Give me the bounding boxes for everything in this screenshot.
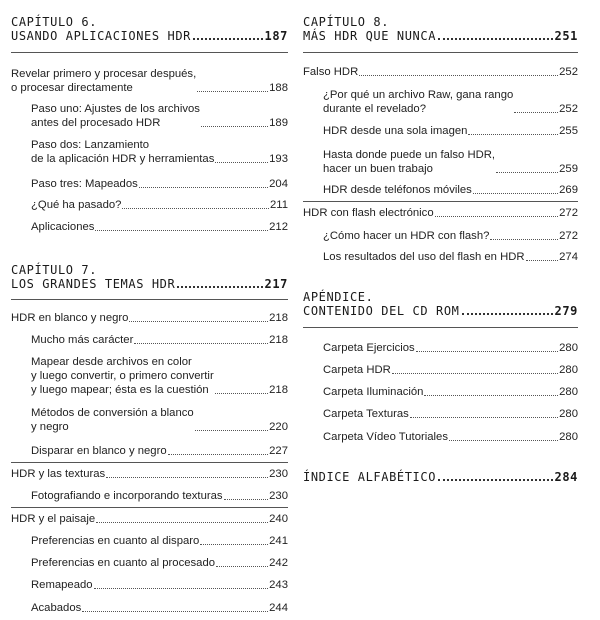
toc-entry [11, 67, 288, 95]
chapter-label: CAPÍTULO 8. [303, 15, 390, 29]
entry-title: Falso HDR [303, 66, 359, 78]
entry-title: Paso dos: Lanzamiento de la aplicación HDR y herramientas [31, 139, 215, 165]
leader-dots [216, 566, 268, 567]
entry-title: HDR y las texturas [11, 468, 106, 480]
entry-page: 252 [559, 66, 578, 78]
entry-title: ¿Por qué un archivo Raw, gana rango durante el revelado? [323, 89, 514, 115]
entry-page: 242 [269, 557, 288, 569]
entry-title: Los resultados del uso del flash en HDR [323, 251, 525, 263]
entry-page: 189 [269, 117, 288, 129]
appendix-heading [303, 290, 578, 318]
chapter-separator [11, 299, 288, 300]
leader-dots [195, 430, 268, 431]
leader-dots [82, 611, 268, 612]
entry-title: Fotografiando e incorporando texturas [31, 490, 223, 502]
toc-entry [323, 250, 578, 264]
leader-dots [424, 395, 558, 396]
toc-entry [31, 534, 288, 548]
entry-page: 204 [269, 178, 288, 190]
toc-entry [323, 124, 578, 138]
section-separator [11, 507, 288, 508]
chapter-title: USANDO APLICACIONES HDR [11, 29, 191, 43]
entry-page: 252 [559, 103, 578, 115]
entry-page: 220 [269, 421, 288, 433]
chapter-7-heading [11, 263, 288, 291]
entry-title: Preferencias en cuanto al procesado [31, 557, 216, 569]
chapter-page: 279 [554, 304, 578, 318]
leader-dots [462, 313, 553, 315]
entry-title: HDR y el paisaje [11, 513, 96, 525]
toc-entry [323, 430, 578, 444]
toc-entry [31, 601, 288, 615]
entry-page: 193 [269, 153, 288, 165]
toc-entry [31, 489, 288, 503]
entry-title: Disparar en blanco y negro [31, 445, 167, 457]
chapter-separator [303, 327, 578, 328]
entry-page: 230 [269, 468, 288, 480]
toc-entry [31, 102, 288, 130]
entry-title: HDR con flash electrónico [303, 207, 434, 219]
leader-dots [96, 522, 268, 523]
toc-entry [31, 198, 288, 212]
leader-dots [215, 162, 268, 163]
chapter-6-heading [11, 15, 288, 43]
leader-dots [359, 75, 558, 76]
entry-title: ¿Qué ha pasado? [31, 199, 122, 211]
leader-dots [392, 373, 558, 374]
leader-dots [134, 343, 268, 344]
entry-title: Mapear desde archivos en color y luego convertir, o primero convertir y luego mapear; ésta es la cuestión [31, 356, 214, 396]
entry-title: Carpeta Vídeo Tutoriales [323, 431, 448, 443]
entry-page: 218 [269, 334, 288, 346]
entry-page: 227 [269, 445, 288, 457]
entry-page: 188 [269, 82, 288, 94]
chapter-title: LOS GRANDES TEMAS HDR [11, 277, 176, 291]
entry-title: Métodos de conversión a blanco y negro [31, 407, 194, 433]
leader-dots [200, 544, 268, 545]
leader-dots [490, 239, 558, 240]
toc-entry [303, 206, 578, 220]
chapter-label: APÉNDICE. [303, 290, 374, 304]
toc-entry [31, 138, 288, 166]
chapter-page: 217 [264, 277, 288, 291]
entry-page: 274 [559, 251, 578, 263]
chapter-label: CAPÍTULO 7. [11, 263, 98, 277]
entry-page: 280 [559, 431, 578, 443]
toc-entry [303, 65, 578, 79]
leader-dots [438, 38, 552, 40]
toc-entry [323, 407, 578, 421]
chapter-separator [303, 52, 578, 53]
entry-title: Paso tres: Mapeados [31, 178, 138, 190]
toc-entry [31, 220, 288, 234]
chapter-separator [11, 52, 288, 53]
toc-entry [31, 578, 288, 592]
toc-entry [323, 183, 578, 197]
entry-page: 280 [559, 408, 578, 420]
chapter-label: CAPÍTULO 6. [11, 15, 98, 29]
leader-dots [438, 479, 552, 481]
chapter-8-heading [303, 15, 578, 43]
toc-entry [31, 355, 288, 397]
chapter-page: 187 [264, 29, 288, 43]
leader-dots [215, 393, 268, 394]
section-separator [11, 462, 288, 463]
entry-page: 240 [269, 513, 288, 525]
leader-dots [410, 417, 558, 418]
toc-entry [31, 406, 288, 434]
toc-entry [31, 177, 288, 191]
entry-title: Paso uno: Ajustes de los archivos antes del procesado HDR [31, 103, 200, 129]
entry-page: 244 [269, 602, 288, 614]
entry-title: Acabados [31, 602, 82, 614]
section-separator [303, 201, 578, 202]
chapter-title: CONTENIDO DEL CD ROM [303, 304, 460, 318]
entry-title: Revelar primero y procesar después, o procesar directamente [11, 68, 197, 94]
entry-page: 280 [559, 342, 578, 354]
entry-page: 243 [269, 579, 288, 591]
toc-entry [323, 341, 578, 355]
entry-page: 272 [559, 207, 578, 219]
toc-entry [31, 556, 288, 570]
toc-entry [11, 512, 288, 526]
toc-entry [11, 311, 288, 325]
entry-page: 212 [269, 221, 288, 233]
leader-dots [122, 208, 269, 209]
leader-dots [177, 286, 262, 288]
chapter-title: ÍNDICE ALFABÉTICO [303, 470, 437, 484]
entry-title: Preferencias en cuanto al disparo [31, 535, 200, 547]
leader-dots [106, 477, 268, 478]
entry-title: Aplicaciones [31, 221, 95, 233]
leader-dots [168, 454, 269, 455]
entry-title: Carpeta Texturas [323, 408, 409, 420]
leader-dots [201, 126, 268, 127]
leader-dots [514, 112, 558, 113]
leader-dots [526, 260, 559, 261]
leader-dots [139, 187, 268, 188]
entry-page: 211 [269, 199, 288, 211]
toc-entry [11, 467, 288, 481]
entry-page: 269 [559, 184, 578, 196]
entry-page: 241 [269, 535, 288, 547]
entry-page: 218 [269, 312, 288, 324]
chapter-page: 251 [554, 29, 578, 43]
entry-title: HDR desde una sola imagen [323, 125, 468, 137]
toc-entry [323, 363, 578, 377]
entry-title: Carpeta Ejercicios [323, 342, 415, 354]
entry-title: HDR en blanco y negro [11, 312, 129, 324]
leader-dots [449, 440, 558, 441]
toc-entry [31, 333, 288, 347]
entry-title: Remapeado [31, 579, 93, 591]
leader-dots [129, 321, 268, 322]
entry-title: Hasta donde puede un falso HDR, hacer un buen trabajo [323, 149, 496, 175]
entry-title: HDR desde teléfonos móviles [323, 184, 472, 196]
entry-title: Carpeta HDR [323, 364, 391, 376]
leader-dots [435, 216, 559, 217]
chapter-page: 284 [554, 470, 578, 484]
toc-entry [323, 229, 578, 243]
entry-title: Carpeta Iluminación [323, 386, 424, 398]
leader-dots [416, 351, 558, 352]
chapter-title: MÁS HDR QUE NUNCA [303, 29, 437, 43]
leader-dots [95, 230, 268, 231]
leader-dots [94, 588, 269, 589]
leader-dots [496, 172, 558, 173]
entry-title: Mucho más carácter [31, 334, 134, 346]
entry-page: 230 [269, 490, 288, 502]
leader-dots [193, 38, 263, 40]
toc-entry [323, 88, 578, 116]
entry-page: 280 [559, 364, 578, 376]
entry-page: 255 [559, 125, 578, 137]
entry-page: 218 [269, 384, 288, 396]
leader-dots [468, 134, 558, 135]
entry-page: 272 [559, 230, 578, 242]
entry-page: 280 [559, 386, 578, 398]
toc-entry [323, 385, 578, 399]
toc-entry [323, 148, 578, 176]
leader-dots [473, 193, 558, 194]
leader-dots [197, 91, 268, 92]
toc-entry [31, 444, 288, 458]
entry-page: 259 [559, 163, 578, 175]
entry-title: ¿Cómo hacer un HDR con flash? [323, 230, 490, 242]
index-heading [303, 470, 578, 484]
leader-dots [224, 499, 269, 500]
